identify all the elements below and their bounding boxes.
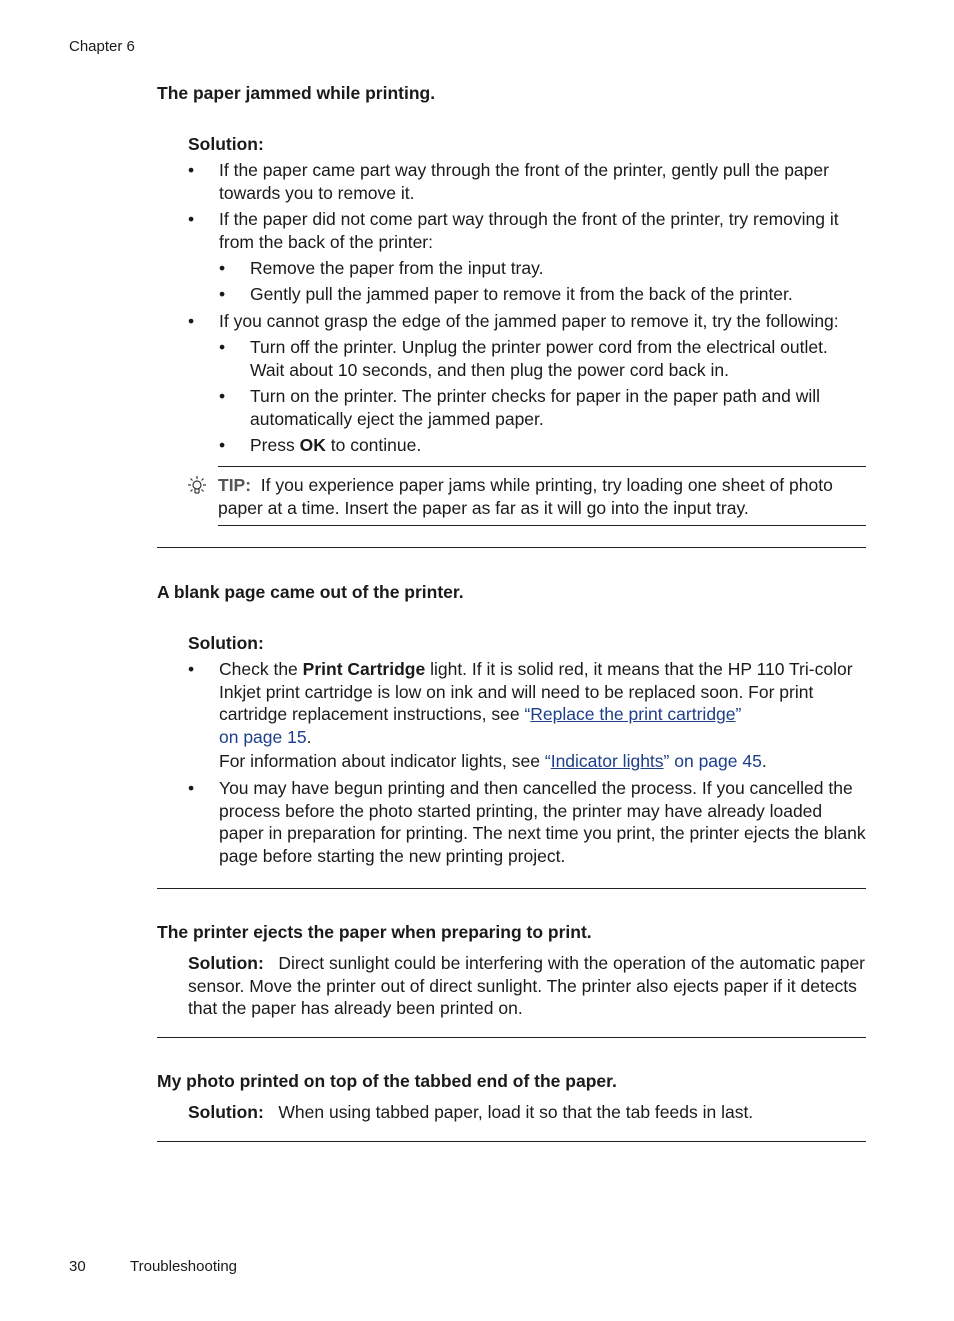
sub-list-item-text: Turn off the printer. Unplug the printer power cord from the electrical outlet. Wait about 10 seconds, and then plug the power cord back in. [250, 337, 828, 380]
section-divider [157, 1141, 866, 1142]
replace-cartridge-link[interactable]: Replace the print cartridge [530, 704, 736, 724]
list-item-text: If the paper did not come part way through the front of the printer, try removing it from the back of the printer: [219, 209, 839, 252]
solution-label: Solution: [188, 1102, 264, 1122]
bullet: • [219, 435, 226, 455]
ok-emphasis: OK [299, 435, 326, 455]
bullet: • [188, 778, 195, 798]
list-item-text: If you cannot grasp the edge of the jammed paper to remove it, try the following: [219, 311, 839, 331]
footer-section-title: Troubleshooting [130, 1258, 238, 1275]
section-heading-printer-ejects: The printer ejects the paper when preparing to print. [157, 922, 592, 942]
quote-mark: ” [735, 704, 742, 724]
text-run: light. If it is solid red, it means that the HP 110 Tri-color Inkjet print cartridge is low on ink and will need to be replaced soon. For print cartridge replacement instructions, see [219, 659, 853, 724]
quote-mark: “ [524, 704, 531, 724]
bullet: • [219, 284, 226, 304]
print-cartridge-emphasis: Print Cartridge [302, 659, 426, 679]
lightbulb-icon [186, 475, 208, 499]
bullet: • [219, 258, 226, 278]
list-item [188, 777, 866, 867]
tip-body: If you experience paper jams while printing, try loading one sheet of photo paper at a time. Insert the paper as far as it will go into the input tray. [218, 475, 833, 518]
sub-list-item [219, 336, 866, 381]
sub-list-item [219, 385, 866, 430]
sub-list-item [219, 434, 866, 457]
list-item [188, 310, 866, 333]
solution-label: Solution: [188, 953, 264, 973]
bullet: • [188, 311, 195, 331]
list-item-text: You may have begun printing and then cancelled the process. If you cancelled the process before the photo started printing, the printer may have already loaded paper in preparation for printing. The next time you print, the printer ejects the blank page before starting the new printing project. [219, 778, 866, 866]
tip-text [218, 474, 866, 519]
bullet: • [188, 160, 195, 180]
sub-list-item [219, 257, 866, 280]
tip-label: TIP: [218, 475, 252, 495]
bullet: • [188, 659, 195, 679]
period: . [306, 726, 312, 747]
section-heading-blank-page: A blank page came out of the printer. [157, 582, 464, 602]
section-divider [157, 888, 866, 889]
tip-top-rule [218, 466, 866, 467]
bullet: • [219, 337, 226, 357]
solution-text: When using tabbed paper, load it so that the tab feeds in last. [278, 1102, 754, 1122]
section-divider [157, 547, 866, 548]
list-item-text [219, 658, 866, 773]
solution-paragraph [188, 1101, 866, 1124]
list-item [188, 208, 866, 253]
list-item-text: If the paper came part way through the front of the printer, gently pull the paper towards you to remove it. [219, 160, 829, 203]
text-run: For information about indicator lights, see [219, 751, 540, 771]
sub-list-item-text: Turn on the printer. The printer checks for paper in the paper path and will automatically eject the jammed paper. [250, 386, 821, 429]
page-reference-link[interactable]: ” on page 45 [663, 751, 762, 771]
text-run: to continue. [330, 435, 422, 455]
sub-list-item-text: Remove the paper from the input tray. [250, 258, 544, 278]
period: . [761, 751, 767, 771]
page-number: 30 [69, 1258, 86, 1275]
section-heading-paper-jammed: The paper jammed while printing. [157, 83, 436, 103]
solution-text: Direct sunlight could be interfering with the operation of the automatic paper sensor. Move the printer out of direct sunlight. The printer also ejects paper if it detects that the paper has already been printed on. [188, 953, 865, 1018]
text-run: Press [250, 435, 295, 455]
chapter-header: Chapter 6 [69, 38, 135, 55]
quote-mark: “ [544, 751, 551, 771]
text-run: Check the [219, 659, 298, 679]
list-item [188, 159, 866, 204]
section-divider [157, 1037, 866, 1038]
solution-label: Solution: [188, 134, 264, 154]
sub-list-item [219, 283, 866, 306]
bullet: • [219, 386, 226, 406]
list-item [188, 658, 866, 773]
indicator-lights-link[interactable]: Indicator lights [550, 751, 664, 771]
sub-list-item-text: Gently pull the jammed paper to remove it from the back of the printer. [250, 284, 793, 304]
solution-paragraph [188, 952, 866, 1020]
bullet: • [188, 209, 195, 229]
section-heading-tabbed-end: My photo printed on top of the tabbed end of the paper. [157, 1071, 617, 1091]
solution-label: Solution: [188, 633, 264, 653]
tip-bottom-rule [218, 525, 866, 526]
page-reference-link[interactable]: on page 15 [219, 726, 307, 747]
indicator-lights-line [219, 750, 866, 773]
sub-list-item-text [250, 434, 866, 457]
